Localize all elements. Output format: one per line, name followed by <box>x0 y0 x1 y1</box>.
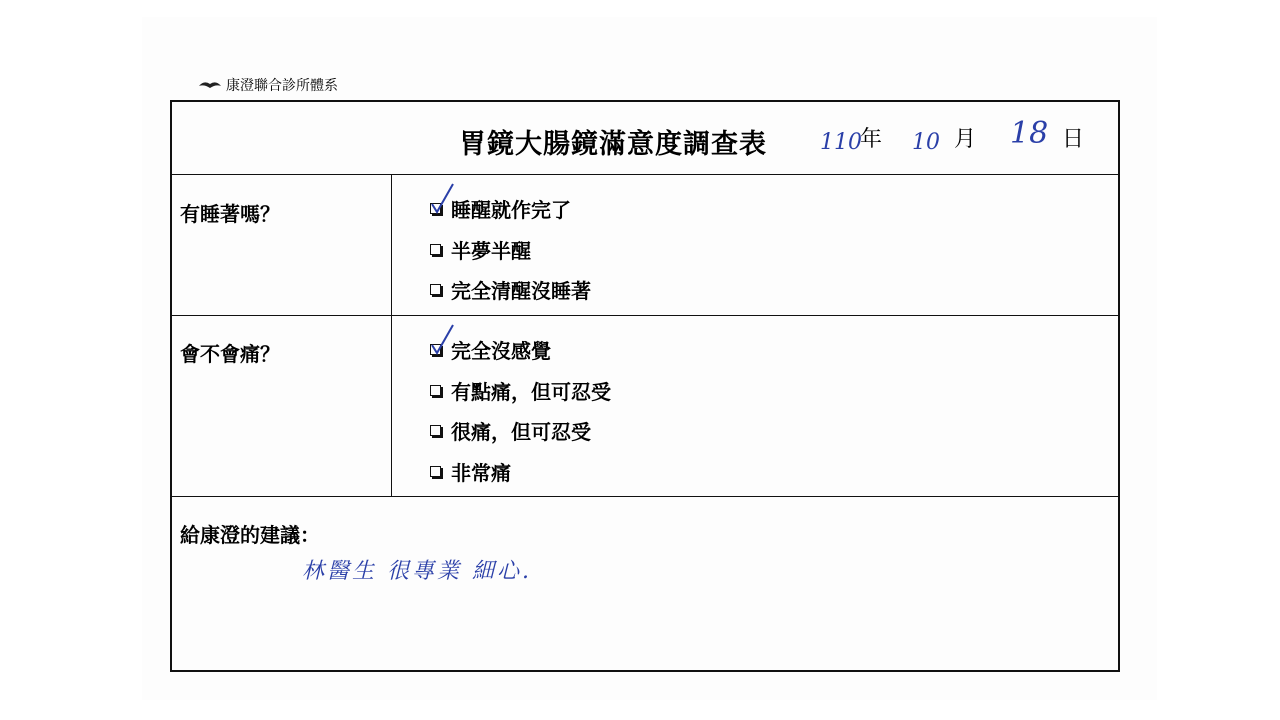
divider-title <box>172 174 1118 175</box>
clinic-name: 康澄聯合診所體系 <box>226 78 338 94</box>
divider-q1 <box>172 315 1118 316</box>
title-row <box>172 102 1118 174</box>
question-1-label: 有睡著嗎？ <box>180 202 280 226</box>
checkbox[interactable] <box>430 385 441 396</box>
option-label: 睡醒就作完了 <box>451 198 571 222</box>
option-label: 半夢半醒 <box>451 239 531 263</box>
day-label: 日 <box>1062 127 1085 152</box>
option-q1-1[interactable] <box>430 194 571 223</box>
checkmark-icon <box>429 182 455 216</box>
year-value: 110 <box>820 130 862 155</box>
option-q2-1[interactable] <box>430 335 551 364</box>
column-divider <box>391 174 392 496</box>
year-label: 年 <box>860 127 883 152</box>
clinic-logo-icon <box>198 80 222 90</box>
option-label: 很痛，但可忍受 <box>451 420 591 444</box>
survey-form <box>170 100 1120 672</box>
option-q2-2[interactable] <box>430 376 611 405</box>
clinic-header <box>198 75 338 95</box>
checkbox[interactable] <box>430 203 441 214</box>
option-label: 有點痛，但可忍受 <box>451 380 611 404</box>
day-value: 18 <box>1010 116 1049 151</box>
option-q2-4[interactable] <box>430 457 511 486</box>
option-label: 完全沒感覺 <box>451 339 551 363</box>
option-q2-3[interactable] <box>430 416 591 445</box>
option-q1-3[interactable] <box>430 275 591 304</box>
option-q1-2[interactable] <box>430 235 531 264</box>
checkmark-icon <box>429 323 455 357</box>
month-label: 月 <box>954 127 977 152</box>
suggestion-handwriting: 林醫生 很專業 細心. <box>302 559 532 584</box>
checkbox[interactable] <box>430 244 441 255</box>
suggestion-label: 給康澄的建議： <box>180 523 320 547</box>
checkbox[interactable] <box>430 344 441 355</box>
checkbox[interactable] <box>430 425 441 436</box>
divider-q2 <box>172 496 1118 497</box>
form-title: 胃鏡大腸鏡滿意度調查表 <box>459 129 767 160</box>
month-value: 10 <box>912 130 940 155</box>
checkbox[interactable] <box>430 284 441 295</box>
checkbox[interactable] <box>430 466 441 477</box>
question-2-label: 會不會痛？ <box>180 342 280 366</box>
option-label: 完全清醒沒睡著 <box>451 279 591 303</box>
option-label: 非常痛 <box>451 461 511 485</box>
